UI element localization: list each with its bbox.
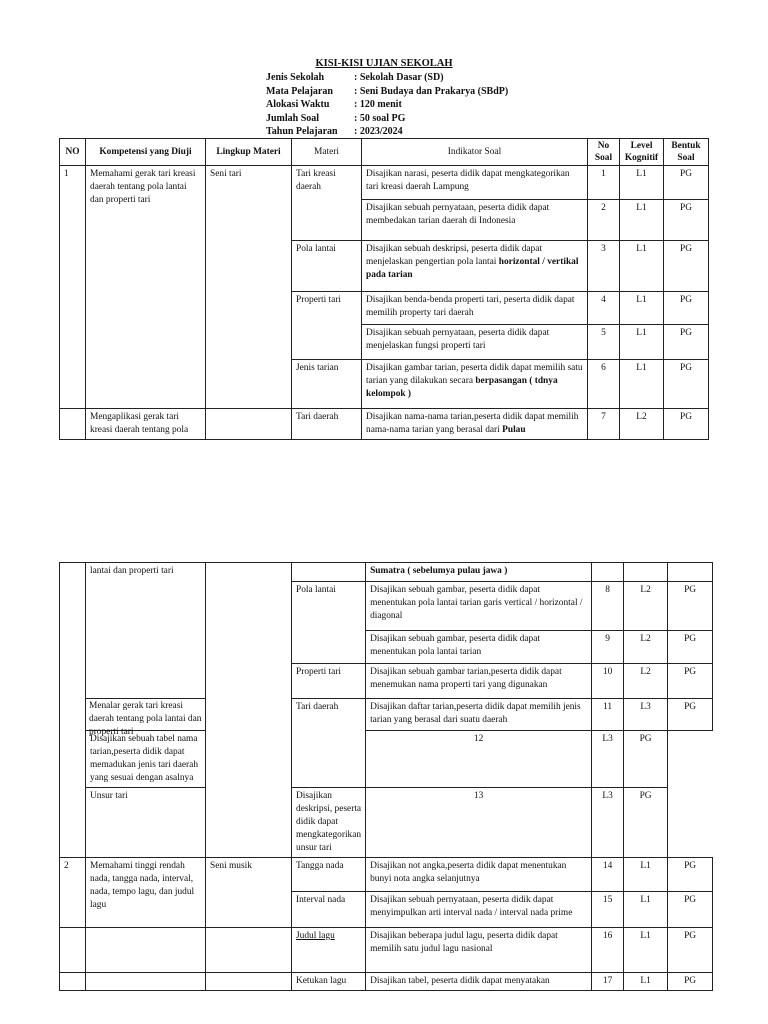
no-soal-cell: 4 [588, 292, 620, 325]
meta-value: : 120 menit [354, 99, 402, 110]
no-soal-cell: 12 [366, 731, 592, 788]
bentuk-cell: PG [664, 200, 709, 241]
header-bentuk: Bentuk Soal [664, 139, 709, 166]
bentuk-cell: PG [664, 409, 709, 440]
bentuk-cell: PG [668, 699, 713, 731]
meta-key: Tahun Pelajaran [266, 126, 338, 137]
bentuk-cell: PG [664, 241, 709, 292]
indikator-cell: Disajikan sebuah tabel nama tarian,peserta didik dapat memadukan jenis tari daerah yang sesuai dengan asalnya [86, 731, 206, 788]
table-row [60, 858, 713, 892]
table-row [60, 788, 713, 858]
row-number [60, 928, 86, 973]
header-no: NO [60, 139, 86, 166]
meta-row [266, 98, 508, 112]
kisi-table-page-2 [59, 562, 713, 991]
bentuk-cell: PG [664, 166, 709, 200]
kompetensi-cell: Memahami gerak tari kreasi daerah tentang pola lantai dan properti tari [86, 166, 206, 409]
level-cell: L1 [620, 325, 664, 360]
no-soal-cell: 1 [588, 166, 620, 200]
materi-cell [292, 928, 366, 973]
header-lingkup: Lingkup Materi [206, 139, 292, 166]
indikator-cell: Disajikan sebuah pernyataan, peserta didik dapat menjelaskan fungsi properti tari [362, 325, 588, 360]
level-cell: L2 [624, 631, 668, 664]
indikator-cell: Disajikan sebuah gambar tarian,peserta didik dapat menemukan nama properti tari yang digunakan [366, 664, 592, 699]
bentuk-cell: PG [668, 582, 713, 631]
bentuk-cell: PG [668, 631, 713, 664]
indikator-cell: Sumatra ( sebelumya pulau jawa ) [366, 563, 592, 582]
indikator-cell: Disajikan not angka,peserta didik dapat menentukan bunyi nota angka selanjutnya [366, 858, 592, 892]
level-cell: L2 [624, 664, 668, 699]
no-soal-cell: 15 [592, 892, 624, 928]
indikator-cell [362, 241, 588, 292]
level-cell: L2 [624, 582, 668, 631]
meta-value: : 2023/2024 [354, 126, 403, 137]
row-number: 1 [60, 166, 86, 409]
kompetensi-divider [85, 698, 206, 699]
level-cell: L1 [624, 858, 668, 892]
bentuk-cell: PG [668, 858, 713, 892]
meta-row [266, 125, 508, 139]
header-row [60, 139, 709, 166]
materi-cell: Tangga nada [292, 858, 366, 892]
bentuk-cell: PG [668, 928, 713, 973]
meta-row [266, 71, 508, 85]
table-row [60, 563, 713, 582]
level-cell [624, 563, 668, 582]
row-number [60, 409, 86, 440]
no-soal-cell: 14 [592, 858, 624, 892]
level-cell: L3 [592, 788, 624, 858]
no-soal-cell [592, 563, 624, 582]
level-cell: L1 [620, 241, 664, 292]
indikator-text: Disajikan sebuah deskripsi, peserta didik dapat menjelaskan pengertian pola lantai [366, 244, 542, 267]
row-number: 2 [60, 858, 86, 928]
level-cell: L1 [624, 973, 668, 991]
materi-cell: Tari daerah [292, 409, 362, 440]
level-cell: L1 [624, 928, 668, 973]
indikator-cell: Disajikan sebuah pernyataan, peserta didik dapat menyimpulkan arti interval nada / interval nada prime [366, 892, 592, 928]
level-cell: L1 [624, 892, 668, 928]
no-soal-cell: 6 [588, 360, 620, 409]
indikator-cell: Disajikan benda-benda properti tari, peserta didik dapat memilih property tari daerah [362, 292, 588, 325]
kompetensi-cell [86, 928, 206, 973]
kompetensi-cell [86, 973, 206, 991]
indikator-cell: Disajikan sebuah gambar, peserta didik dapat menentukan pola lantai tarian garis vertical / horizontal / diagonal [366, 582, 592, 631]
materi-cell: Properti tari [292, 292, 362, 360]
indikator-text: Disajikan gambar tarian, peserta didik dapat memilih satu tarian yang dilakukan secara [366, 363, 583, 386]
document-meta [266, 71, 508, 139]
materi-text: Judul lagu [296, 931, 335, 941]
kompetensi-cell: Mengaplikasi gerak tari kreasi daerah tentang pola [86, 409, 206, 440]
indikator-cell: Disajikan narasi, peserta didik dapat mengkategorikan tari kreasi daerah Lampung [362, 166, 588, 200]
no-soal-cell: 5 [588, 325, 620, 360]
meta-key: Alokasi Waktu [266, 99, 330, 110]
header-materi: Materi [292, 139, 362, 166]
bentuk-cell: PG [668, 664, 713, 699]
materi-cell: Ketukan lagu [292, 973, 366, 991]
indikator-cell [362, 360, 588, 409]
no-soal-cell: 13 [366, 788, 592, 858]
table-row [60, 928, 713, 973]
meta-key: Mata Pelajaran [266, 85, 333, 97]
kompetensi-cell: lantai dan properti tari [86, 563, 206, 731]
no-soal-cell: 16 [592, 928, 624, 973]
header-kompetensi: Kompetensi yang Diuji [86, 139, 206, 166]
indikator-text: Disajikan nama-nama tarian,peserta didik dapat memilih nama-nama tarian yang berasal dari [366, 412, 579, 435]
no-soal-cell: 3 [588, 241, 620, 292]
header-no-soal: No Soal [588, 139, 620, 166]
kompetensi-3-text: Menalar gerak tari kreasi daerah tentang pola lantai dan properti tari [89, 701, 202, 737]
indikator-bold-text: berpasangan ( tdnya kelompok ) [366, 376, 558, 399]
lingkup-cell [206, 409, 292, 440]
level-cell: L2 [620, 409, 664, 440]
kisi-table-page-1 [59, 138, 709, 440]
lingkup-cell: Seni tari [206, 166, 292, 409]
level-cell: L1 [620, 200, 664, 241]
row-number [60, 563, 86, 858]
bentuk-cell: PG [624, 788, 668, 858]
bentuk-cell: PG [664, 292, 709, 325]
kompetensi-cell: Memahami tinggi rendah nada, tangga nada, interval, nada, tempo lagu, dan judul lagu [86, 858, 206, 928]
meta-row [266, 85, 508, 99]
header-level: Level Kognitif [620, 139, 664, 166]
table-row [60, 409, 709, 440]
indikator-cell [362, 409, 588, 440]
materi-cell: Tari kreasi daerah [292, 166, 362, 241]
materi-cell: Tari daerah [292, 699, 366, 788]
bentuk-cell: PG [664, 360, 709, 409]
materi-cell: Pola lantai [292, 582, 366, 664]
meta-value: : 50 soal PG [354, 112, 406, 124]
meta-row [266, 112, 508, 126]
level-cell: L1 [620, 292, 664, 325]
lingkup-cell [206, 563, 292, 858]
no-soal-cell: 7 [588, 409, 620, 440]
indikator-cell: Disajikan beberapa judul lagu, peserta didik dapat memilih satu judul lagu nasional [366, 928, 592, 973]
table-row [60, 166, 709, 200]
indikator-cell: Disajikan sebuah gambar, peserta didik dapat menentukan pola lantai tarian [366, 631, 592, 664]
no-soal-cell: 9 [592, 631, 624, 664]
materi-cell: Pola lantai [292, 241, 362, 292]
bentuk-cell: PG [624, 731, 668, 788]
lingkup-cell: Seni musik [206, 858, 292, 928]
bentuk-cell: PG [664, 325, 709, 360]
indikator-cell: Disajikan sebuah pernyataan, peserta didik dapat membedakan tarian daerah di Indonesia [362, 200, 588, 241]
indikator-cell: Disajikan daftar tarian,peserta didik dapat memilih jenis tarian yang berasal dari suatu daerah [366, 699, 592, 731]
materi-cell: Unsur tari [86, 788, 206, 858]
document-title: KISI-KISI UJIAN SEKOLAH [315, 58, 453, 69]
row-number [60, 973, 86, 991]
materi-cell: Jenis tarian [292, 360, 362, 409]
indikator-cell: Disajikan tabel, peserta didik dapat menyatakan [366, 973, 592, 991]
materi-cell: Properti tari [292, 664, 366, 699]
level-cell: L1 [620, 166, 664, 200]
no-soal-cell: 10 [592, 664, 624, 699]
meta-key: Jumlah Soal [266, 112, 320, 124]
indikator-bold-text: Pulau [502, 425, 526, 435]
meta-key: Jenis Sekolah [266, 72, 325, 83]
bentuk-cell [668, 563, 713, 582]
meta-value: : Sekolah Dasar (SD) [354, 72, 444, 83]
table-row [60, 973, 713, 991]
no-soal-cell: 2 [588, 200, 620, 241]
no-soal-cell: 17 [592, 973, 624, 991]
bentuk-cell: PG [668, 892, 713, 928]
no-soal-cell: 11 [592, 699, 624, 731]
lingkup-cell [206, 928, 292, 973]
table-row [60, 731, 713, 788]
level-cell: L3 [624, 699, 668, 731]
indikator-cell: Disajikan deskripsi, peserta didik dapat mengkategorikan unsur tari [292, 788, 366, 858]
meta-value: : Seni Budaya dan Prakarya (SBdP) [354, 85, 509, 97]
level-cell: L3 [592, 731, 624, 788]
materi-cell: Interval nada [292, 892, 366, 928]
level-cell: L1 [620, 360, 664, 409]
header-indikator: Indikator Soal [362, 139, 588, 166]
indikator-bold-text: horizontal / vertikal pada tarian [366, 257, 579, 280]
lingkup-cell [206, 973, 292, 991]
bentuk-cell: PG [668, 973, 713, 991]
no-soal-cell: 8 [592, 582, 624, 631]
materi-cell [292, 563, 366, 582]
